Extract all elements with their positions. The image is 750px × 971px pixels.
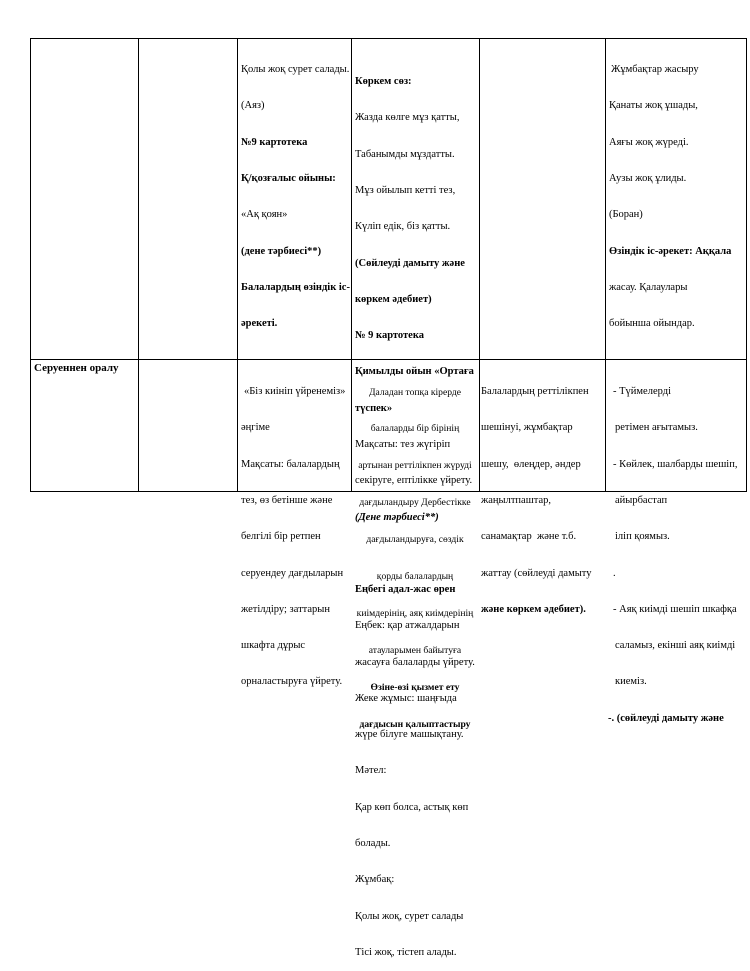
cell-text: Тісі жоқ, тістеп алады. <box>355 946 457 958</box>
cell-text: - Аяқ киімді шешіп шкафқа <box>613 603 737 615</box>
cell-note: (дене тәрбиесі**) <box>241 245 322 257</box>
row2-steps-cell <box>607 362 746 737</box>
row1-game-cell <box>609 40 731 342</box>
cell-text: Еңбек: қар атжалдарын <box>355 620 460 632</box>
cell-text: Жұмбақтар жасыру <box>611 64 699 76</box>
cell-text: бойынша ойындар. <box>609 318 695 330</box>
cell-heading: түспек» <box>355 402 393 414</box>
cell-text: серуендеу дағдыларын <box>241 567 344 579</box>
cell-note: -. (сөйлеуді дамыту және <box>608 712 724 724</box>
cell-text: киімдерінің, аяқ киімдерінің <box>356 607 474 619</box>
cell-text: санамақтар және т.б. <box>481 531 577 543</box>
cell-note: және көркем әдебиет). <box>481 603 586 615</box>
cell-text: айырбастап <box>615 495 668 507</box>
row2-undress-cell <box>481 362 592 628</box>
cell-heading: Қ/қозғалыс ойыны: <box>241 173 336 185</box>
column-border-3 <box>237 38 238 492</box>
cell-heading: №9 картотека <box>241 136 308 148</box>
cell-text: шешінуі, жұмбақтар <box>481 422 573 434</box>
cell-text: Мақсаты: тез жүгіріп <box>355 439 451 450</box>
cell-text: шкафта дұрыс <box>241 640 306 652</box>
cell-text: артынан реттілікпен жүруді <box>358 460 472 472</box>
row2-return-cell <box>352 362 478 743</box>
cell-text: «Ақ қоян» <box>241 209 288 221</box>
cell-text: «Біз киініп үйренеміз» <box>244 386 346 398</box>
cell-text: орналастыруға үйрету. <box>241 676 343 688</box>
row1-activity-cell <box>241 40 350 342</box>
cell-text: атауларымен байытуға <box>368 644 462 656</box>
cell-text: белгілі бір ретпен <box>241 531 321 543</box>
column-border-1 <box>30 38 31 492</box>
cell-text: Күліп едік, біз қатты. <box>355 221 451 233</box>
cell-text: жасау. Қалаулары <box>609 281 688 293</box>
cell-text: - Көйлек, шалбарды шешіп, <box>613 458 738 470</box>
cell-text: Мақсаты: балалардың <box>241 458 340 470</box>
column-border-6 <box>605 38 606 492</box>
cell-text: балаларды бір бірінің <box>370 423 460 435</box>
row2-talk-cell <box>241 362 345 701</box>
cell-note: (Сөйлеуді дамыту және <box>355 257 465 269</box>
cell-text: Қолы жоқ, сурет салады <box>355 910 464 922</box>
cell-text: Аузы жоқ ұлиды. <box>609 173 687 185</box>
cell-text: жаттау (сөйлеуді дамыту <box>481 567 592 579</box>
cell-text: Жазда көлге мұз қатты, <box>355 112 460 124</box>
cell-text: болады. <box>355 838 391 849</box>
cell-text: жетілдіру; заттарын <box>241 603 330 615</box>
cell-text: (Аяз) <box>241 100 265 112</box>
cell-heading: Қимылды ойын «Ортаға <box>355 366 474 378</box>
cell-heading: әрекеті. <box>241 318 278 330</box>
cell-text: тез, өз бетінше және <box>241 495 333 507</box>
cell-note: көркем әдебиет) <box>355 293 432 305</box>
cell-text: Балалардың реттілікпен <box>481 386 589 398</box>
cell-text: Қанаты жоқ ұшады, <box>609 100 698 112</box>
cell-text: - Түймелерді <box>613 386 671 398</box>
cell-text: қорды балалардың <box>376 571 454 583</box>
cell-heading: Көркем сөз: <box>355 76 412 88</box>
cell-heading: № 9 картотека <box>355 330 424 342</box>
row2-label: Серуеннен оралу <box>34 362 119 374</box>
cell-text: . <box>613 567 616 579</box>
cell-text: Табанымды мұздатты. <box>355 148 455 160</box>
cell-text: (Боран) <box>609 209 643 221</box>
cell-text: жасауға балаларды үйрету. <box>355 656 475 668</box>
cell-text: секіруге, ептілікке үйрету. <box>355 475 473 487</box>
cell-text: шешу, өлеңдер, әндер <box>481 458 581 470</box>
cell-text: іліп қоямыз. <box>615 531 670 543</box>
cell-heading: Балалардың өзіндік іс- <box>241 281 350 293</box>
cell-text: ретімен ағытамыз. <box>615 422 698 434</box>
cell-heading: дағдысын қалыптастыру <box>359 718 471 730</box>
cell-text: Аяғы жоқ жүреді. <box>609 136 689 148</box>
cell-text: Қар көп болса, астық көп <box>355 801 469 813</box>
cell-text: жүре білуге машықтану. <box>355 729 464 741</box>
column-border-2 <box>138 38 139 492</box>
cell-text: Мәтел: <box>355 765 387 777</box>
cell-text: Даладан топқа кірерде <box>368 386 462 398</box>
cell-text: Жұмбақ: <box>355 874 395 886</box>
cell-text: дағдыландыруға, сөздік <box>366 534 464 546</box>
cell-text: киеміз. <box>615 676 647 688</box>
cell-text: саламыз, екінші аяқ киімді <box>615 640 736 652</box>
cell-text: дағдыландыру Дербестікке <box>359 497 471 509</box>
cell-text: Мұз ойылып кетті тез, <box>355 185 456 197</box>
cell-text: Жеке жұмыс: шаңғыда <box>355 692 457 704</box>
cell-text: әңгіме <box>241 422 270 434</box>
cell-heading: Өзіне-өзі қызмет ету <box>370 681 460 693</box>
column-border-7 <box>746 38 747 492</box>
cell-text: Қолы жоқ сурет салады. <box>241 64 350 76</box>
cell-heading: Өзіндік іс-әрекет: Аққала <box>609 245 732 257</box>
column-border-5 <box>479 38 480 492</box>
cell-text: жаңылтпаштар, <box>481 495 552 507</box>
cell-heading: Еңбегі адал-жас өрен <box>355 584 456 596</box>
cell-note: (Дене тәрбиесі**) <box>355 511 439 523</box>
